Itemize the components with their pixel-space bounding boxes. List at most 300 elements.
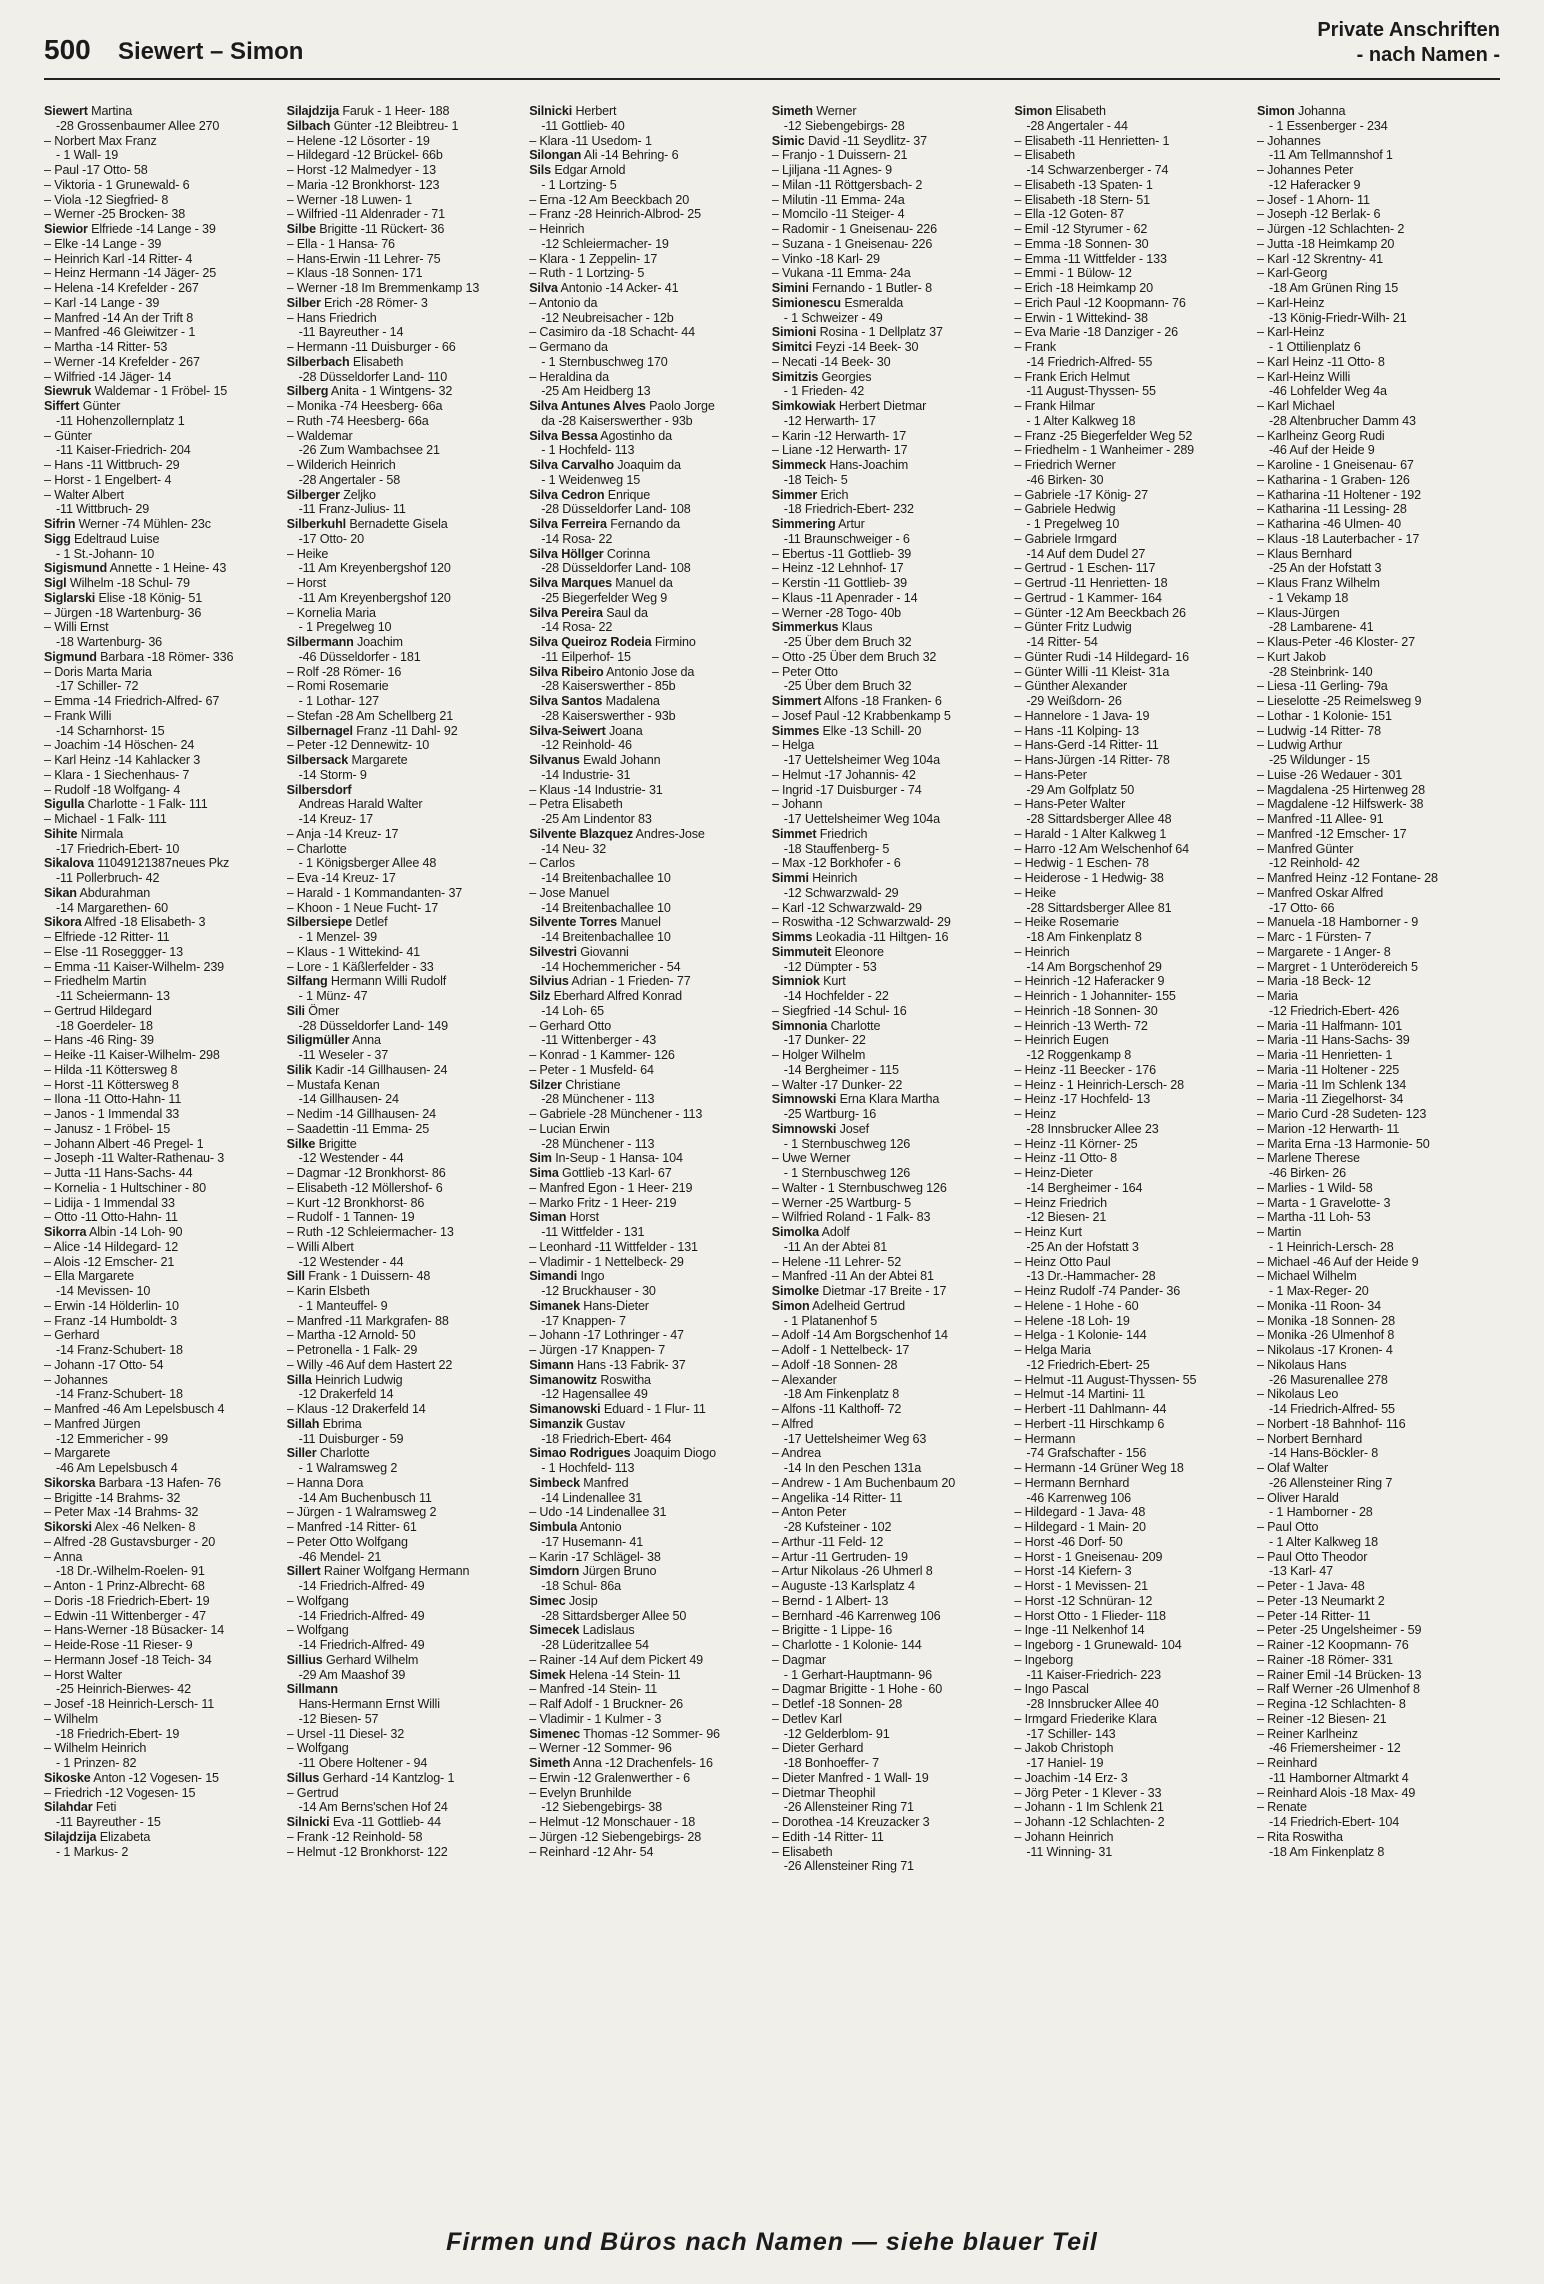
entry-text: – Kurt Jakob xyxy=(1256,649,1326,664)
directory-entry xyxy=(1257,1092,1494,1107)
directory-entry xyxy=(1014,842,1251,857)
entry-text: – Germano da xyxy=(529,340,608,354)
entry-text: -12 Roggenkamp 8 xyxy=(1026,1048,1132,1062)
entry-surname: Simmet xyxy=(771,826,817,841)
directory-entry xyxy=(44,1786,281,1801)
directory-entry xyxy=(287,488,524,503)
entry-surname: Silber xyxy=(286,295,321,310)
directory-entry xyxy=(772,1210,1009,1225)
directory-entry xyxy=(772,1535,1009,1550)
directory-entry xyxy=(529,1048,766,1063)
entry-text: – Manuela -18 Hamborner - 9 xyxy=(1256,915,1419,930)
directory-entry xyxy=(529,1594,766,1609)
directory-entry xyxy=(44,399,281,414)
entry-text: – Klaus -11 Apenrader - 14 xyxy=(771,590,918,605)
directory-entry xyxy=(772,945,1009,960)
entry-text: – Heinz Hermann -14 Jäger- 25 xyxy=(44,266,217,281)
entry-surname: Siligmüller xyxy=(286,1033,350,1048)
entry-text: -14 Friedrich-Alfred- 55 xyxy=(1026,354,1153,369)
directory-entry xyxy=(44,1771,281,1786)
directory-entry xyxy=(44,1579,281,1594)
directory-entry xyxy=(287,414,524,429)
entry-text: -18 Am Finkenplatz 8 xyxy=(1268,1844,1385,1859)
directory-entry xyxy=(1257,856,1494,871)
entry-text: – Friedrich -12 Vogesen- 15 xyxy=(44,1785,196,1800)
entry-text: -11 Pollerbruch- 42 xyxy=(56,871,160,885)
entry-text: – Heinz -12 Lehnhof- 17 xyxy=(771,561,904,576)
entry-text: – Johann Heinrich xyxy=(1014,1829,1114,1844)
entry-text: -11 Kaiser-Friedrich- 223 xyxy=(1026,1667,1161,1682)
directory-entry xyxy=(1014,1741,1251,1756)
entry-text: -18 Am Finkenplatz 8 xyxy=(783,1387,900,1402)
entry-text: – Gertrud xyxy=(286,1785,339,1800)
entry-text: Ewald Johann xyxy=(579,753,661,767)
entry-surname: Silbersack xyxy=(286,753,349,767)
directory-entry xyxy=(1014,1579,1251,1594)
entry-text: – Gertrud - 1 Eschen- 117 xyxy=(1014,561,1156,576)
entry-text: Anna -12 Drachenfels- 16 xyxy=(570,1756,713,1770)
entry-text: – Katharina -11 Holtener - 192 xyxy=(1256,487,1421,502)
directory-entry xyxy=(772,679,1009,694)
directory-column-3 xyxy=(529,104,772,2204)
entry-text: -46 Am Lepelsbusch 4 xyxy=(56,1461,178,1475)
entry-text: -12 Friedrich-Ebert- 25 xyxy=(1026,1357,1150,1372)
directory-entry xyxy=(1014,1033,1251,1048)
entry-text: -14 Bergheimer - 115 xyxy=(783,1062,899,1077)
entry-text: – Jürgen -12 Siebengebirgs- 28 xyxy=(529,1829,702,1844)
directory-entry xyxy=(1014,989,1251,1004)
directory-entry xyxy=(44,1623,281,1638)
directory-entry xyxy=(44,119,281,134)
entry-text: – Günter Rudi -14 Hildegard- 16 xyxy=(1014,649,1189,664)
directory-entry xyxy=(44,1328,281,1343)
entry-text: – Hermann -14 Grüner Weg 18 xyxy=(1014,1461,1184,1475)
entry-text: - 1 Lortzing- 5 xyxy=(541,177,617,192)
directory-entry xyxy=(287,591,524,606)
directory-entry xyxy=(772,1815,1009,1830)
directory-entry xyxy=(529,443,766,458)
entry-text: Edgar Arnold xyxy=(551,163,626,177)
directory-entry xyxy=(44,1166,281,1181)
entry-text: – Werner -25 Brocken- 38 xyxy=(44,207,186,222)
directory-entry xyxy=(44,443,281,458)
directory-entry xyxy=(44,1446,281,1461)
entry-text: – Peter Otto Wolfgang xyxy=(286,1534,408,1549)
directory-entry xyxy=(44,1255,281,1270)
entry-text: – Horst -14 Kiefern- 3 xyxy=(1014,1564,1132,1579)
directory-entry xyxy=(1014,1830,1251,1845)
directory-entry xyxy=(772,502,1009,517)
entry-text: – Charlotte - 1 Kolonie- 144 xyxy=(771,1638,922,1652)
entry-text: – Ursel -11 Diesel- 32 xyxy=(286,1726,405,1741)
entry-text: – Regina -12 Schlachten- 8 xyxy=(1256,1697,1406,1711)
entry-surname: Simmer xyxy=(771,487,818,502)
directory-entry xyxy=(44,989,281,1004)
entry-surname: Simanek xyxy=(529,1298,580,1313)
entry-text: Joaquim Diogo xyxy=(630,1446,716,1461)
entry-surname: Sikora xyxy=(44,915,82,930)
entry-text: Horst xyxy=(566,1210,599,1225)
entry-text: – Peter Max -14 Brahms- 32 xyxy=(44,1505,199,1520)
directory-entry xyxy=(1014,1491,1251,1506)
directory-entry xyxy=(44,679,281,694)
entry-text: -14 Hochfelder - 22 xyxy=(783,989,889,1003)
directory-entry xyxy=(44,193,281,208)
entry-surname: Silvente Blazquez xyxy=(529,826,634,841)
directory-entry xyxy=(1014,1373,1251,1388)
entry-text: -17 Haniel- 19 xyxy=(1026,1756,1104,1770)
directory-entry xyxy=(772,399,1009,414)
entry-text: - 1 Gerhart-Hauptmann- 96 xyxy=(783,1667,932,1682)
entry-text: – Petronella - 1 Falk- 29 xyxy=(286,1343,418,1357)
entry-text: -25 An der Hofstatt 3 xyxy=(1268,561,1382,576)
directory-entry xyxy=(1257,1166,1494,1181)
directory-entry xyxy=(44,812,281,827)
directory-entry xyxy=(529,694,766,709)
entry-text: – Waldemar xyxy=(286,428,353,443)
entry-text: – Elisabeth -11 Henrietten- 1 xyxy=(1014,133,1170,148)
entry-text: -11 Wittbruch- 29 xyxy=(56,502,150,517)
directory-entry xyxy=(1257,842,1494,857)
directory-entry xyxy=(772,1432,1009,1447)
directory-entry xyxy=(1257,1741,1494,1756)
entry-text: – Martha -14 Ritter- 53 xyxy=(44,340,168,354)
directory-entry xyxy=(772,724,1009,739)
directory-entry xyxy=(1257,1461,1494,1476)
directory-entry xyxy=(1014,1432,1251,1447)
entry-text: – Erna -12 Am Beeckbach 20 xyxy=(529,192,690,207)
directory-entry xyxy=(287,1033,524,1048)
directory-entry xyxy=(287,370,524,385)
entry-text: – Hildegard - 1 Main- 20 xyxy=(1014,1520,1146,1534)
directory-entry xyxy=(529,325,766,340)
entry-surname: Silva Marques xyxy=(529,576,612,590)
directory-entry xyxy=(529,974,766,989)
directory-entry xyxy=(529,1181,766,1196)
entry-text: – Norbert Bernhard xyxy=(1256,1431,1363,1446)
entry-text: Bernadette Gisela xyxy=(345,517,448,531)
entry-text: – Manfred -11 Markgrafen- 88 xyxy=(286,1313,449,1328)
entry-text: – Vladimir - 1 Kulmer - 3 xyxy=(529,1711,662,1726)
entry-text: – Franz -14 Humboldt- 3 xyxy=(44,1313,178,1328)
entry-text: – Momcilo -11 Steiger- 4 xyxy=(771,207,905,222)
entry-text: – Eva -14 Kreuz- 17 xyxy=(286,871,396,885)
entry-text: – Werner -18 Im Bremmenkamp 13 xyxy=(286,281,480,295)
directory-entry xyxy=(44,945,281,960)
directory-entry xyxy=(529,1800,766,1815)
directory-entry xyxy=(529,1550,766,1565)
directory-entry xyxy=(44,783,281,798)
entry-text: – Angelika -14 Ritter- 11 xyxy=(771,1490,903,1505)
entry-text: – Klaus -12 Drakerfeld 14 xyxy=(286,1402,426,1416)
entry-surname: Simnowski xyxy=(771,1121,837,1136)
directory-entry xyxy=(287,1461,524,1476)
directory-entry xyxy=(1014,1727,1251,1742)
directory-entry xyxy=(1014,325,1251,340)
directory-entry xyxy=(1014,1564,1251,1579)
directory-entry xyxy=(287,1078,524,1093)
page-number: 500 xyxy=(44,34,91,65)
entry-text: -29 Weißdorn- 26 xyxy=(1026,694,1122,708)
entry-text: – Manfred -14 Ritter- 61 xyxy=(286,1520,417,1534)
section-title xyxy=(1317,18,1500,68)
directory-entry xyxy=(287,1697,524,1712)
directory-entry xyxy=(44,488,281,503)
entry-surname: Silva Antunes Alves xyxy=(529,399,646,413)
entry-text: -11 Braunschweiger - 6 xyxy=(783,531,910,546)
directory-entry xyxy=(1014,207,1251,222)
entry-text: – Rainer -12 Koopmann- 76 xyxy=(1256,1638,1409,1652)
entry-text: – Dieter Gerhard xyxy=(771,1741,864,1756)
entry-text: – Hanna Dora xyxy=(286,1475,364,1490)
directory-entry xyxy=(1014,871,1251,886)
directory-entry xyxy=(287,812,524,827)
directory-entry xyxy=(44,1402,281,1417)
directory-entry xyxy=(1014,1284,1251,1299)
directory-entry xyxy=(772,1668,1009,1683)
entry-text: – Heinz xyxy=(1014,1107,1057,1121)
entry-text: – Helene - 1 Hohe - 60 xyxy=(1014,1298,1139,1313)
entry-text: – Maria -11 Ziegelhorst- 34 xyxy=(1256,1092,1404,1107)
entry-text: – Bernhard -46 Karrenweg 106 xyxy=(771,1608,941,1623)
entry-text: – Willi Albert xyxy=(286,1239,354,1254)
entry-text: -28 Münchener - 113 xyxy=(541,1092,655,1107)
entry-text: – Wilderich Heinrich xyxy=(286,458,396,472)
directory-entry xyxy=(44,104,281,119)
entry-text: Martina xyxy=(87,104,133,118)
entry-text: - 1 Hamborner - 28 xyxy=(1268,1505,1373,1520)
entry-text: – Elisabeth xyxy=(1014,148,1076,163)
directory-entry xyxy=(772,1756,1009,1771)
directory-entry xyxy=(1257,606,1494,621)
directory-entry xyxy=(1257,974,1494,989)
directory-entry xyxy=(1014,1682,1251,1697)
entry-text: – Ralf Adolf - 1 Bruckner- 26 xyxy=(529,1697,684,1711)
entry-text: -11 Eilperhof- 15 xyxy=(541,649,631,664)
directory-entry xyxy=(1257,989,1494,1004)
entry-text: – Klaus -14 Industrie- 31 xyxy=(529,782,663,797)
directory-entry xyxy=(44,974,281,989)
entry-text: -18 Dr.-Wilhelm-Roelen- 91 xyxy=(56,1564,205,1579)
directory-entry xyxy=(287,1122,524,1137)
directory-entry xyxy=(44,886,281,901)
directory-entry xyxy=(44,222,281,237)
entry-text: - 1 Sternbuschweg 170 xyxy=(541,354,668,369)
directory-entry xyxy=(287,1402,524,1417)
entry-text: Gerhard Wilhelm xyxy=(322,1652,419,1667)
entry-text: -18 Am Grünen Ring 15 xyxy=(1268,281,1399,295)
entry-text: -12 Friedrich-Ebert- 426 xyxy=(1268,1003,1400,1018)
entry-text: – Karin -12 Herwarth- 17 xyxy=(771,428,907,443)
directory-entry xyxy=(529,1210,766,1225)
entry-text: Friedrich xyxy=(816,826,868,841)
entry-text: – Maria -11 Hans-Sachs- 39 xyxy=(1256,1033,1410,1048)
entry-text: – Erwin -12 Gralenwerther - 6 xyxy=(529,1770,691,1785)
directory-entry xyxy=(772,1063,1009,1078)
entry-text: – Klaus Franz Wilhelm xyxy=(1256,576,1380,590)
directory-entry xyxy=(1257,325,1494,340)
directory-entry xyxy=(44,1564,281,1579)
directory-entry xyxy=(529,650,766,665)
directory-entry xyxy=(287,1063,524,1078)
directory-entry xyxy=(1257,1520,1494,1535)
entry-text: - 1 Vekamp 18 xyxy=(1268,590,1349,605)
entry-text: -14 Ritter- 54 xyxy=(1026,635,1098,649)
directory-entry xyxy=(287,517,524,532)
entry-text: – Heinz -11 Otto- 8 xyxy=(1014,1151,1117,1166)
directory-entry xyxy=(44,1461,281,1476)
entry-text: -12 Biesen- 21 xyxy=(1026,1210,1107,1225)
directory-entry xyxy=(287,1550,524,1565)
entry-text: – Heinz Rudolf -74 Pander- 36 xyxy=(1014,1284,1181,1298)
directory-entry xyxy=(772,1505,1009,1520)
directory-entry xyxy=(529,458,766,473)
entry-text: Eleonore xyxy=(831,944,884,959)
entry-surname: Silbe xyxy=(286,222,316,236)
directory-entry xyxy=(1257,1328,1494,1343)
directory-entry xyxy=(529,266,766,281)
entry-text: Jürgen Bruno xyxy=(579,1564,657,1579)
entry-text: – Wilfried -14 Jäger- 14 xyxy=(44,369,172,384)
entry-text: – Werner -12 Sommer- 96 xyxy=(529,1741,672,1756)
entry-text: Fernando da xyxy=(606,517,681,531)
entry-text: – Margret - 1 Unterödereich 5 xyxy=(1256,959,1418,974)
entry-text: – Hedwig - 1 Eschen- 78 xyxy=(1014,856,1149,871)
entry-text: – Emil -12 Styrumer - 62 xyxy=(1014,222,1148,236)
directory-entry xyxy=(529,827,766,842)
entry-text: – Frank -12 Reinhold- 58 xyxy=(286,1829,423,1844)
entry-text: – Leonhard -11 Wittfelder - 131 xyxy=(529,1239,698,1254)
entry-surname: Simmerkus xyxy=(771,620,839,635)
entry-text: - 1 Hochfeld- 113 xyxy=(541,443,635,458)
directory-entry xyxy=(287,1004,524,1019)
directory-entry xyxy=(1257,1402,1494,1417)
directory-entry xyxy=(44,665,281,680)
entry-text: -26 Masurenallee 278 xyxy=(1268,1372,1388,1387)
directory-entry xyxy=(1257,340,1494,355)
directory-entry xyxy=(529,1122,766,1137)
entry-text: -25 Am Lindentor 83 xyxy=(541,812,652,826)
entry-text: Erna Klara Martha xyxy=(836,1092,940,1107)
directory-entry xyxy=(1257,797,1494,812)
entry-text: – Johann Albert -46 Pregel- 1 xyxy=(44,1136,204,1151)
directory-entry xyxy=(772,915,1009,930)
entry-text: Antonio Jose da xyxy=(603,664,695,679)
directory-entry xyxy=(287,148,524,163)
directory-entry xyxy=(1014,1550,1251,1565)
directory-entry xyxy=(1014,355,1251,370)
directory-entry xyxy=(1014,915,1251,930)
entry-surname: Siffert xyxy=(44,399,80,413)
entry-text: -18 Teich- 5 xyxy=(783,472,848,487)
entry-text: – Wolfgang xyxy=(286,1741,349,1756)
directory-entry xyxy=(529,148,766,163)
directory-entry xyxy=(1257,1387,1494,1402)
entry-surname: Simon xyxy=(1014,104,1053,118)
directory-entry xyxy=(287,1505,524,1520)
directory-entry xyxy=(1257,1343,1494,1358)
directory-entry xyxy=(529,1166,766,1181)
entry-text: – Mustafa Kenan xyxy=(286,1077,380,1092)
directory-entry xyxy=(44,1240,281,1255)
directory-entry xyxy=(287,960,524,975)
entry-text: – Holger Wilhelm xyxy=(771,1048,866,1062)
entry-text: – Otto -11 Otto-Hahn- 11 xyxy=(44,1210,178,1225)
directory-entry xyxy=(44,1314,281,1329)
entry-surname: Simolke xyxy=(771,1284,820,1298)
entry-surname: Sikorra xyxy=(44,1225,87,1239)
directory-entry xyxy=(287,945,524,960)
directory-entry xyxy=(1257,1800,1494,1815)
entry-surname: Simmuteit xyxy=(771,944,832,959)
directory-entry xyxy=(44,1107,281,1122)
entry-text: – Dagmar Brigitte - 1 Hohe - 60 xyxy=(771,1682,943,1697)
directory-entry xyxy=(529,856,766,871)
entry-text: – Gertrud Hildegard xyxy=(44,1003,152,1018)
directory-entry xyxy=(1257,1314,1494,1329)
directory-entry xyxy=(1257,930,1494,945)
directory-entry xyxy=(772,355,1009,370)
entry-text: - 1 Ottilienplatz 6 xyxy=(1268,340,1361,354)
directory-entry xyxy=(772,252,1009,267)
entry-text: – Alfred xyxy=(771,1416,814,1431)
directory-entry xyxy=(287,502,524,517)
directory-entry xyxy=(44,281,281,296)
directory-entry xyxy=(44,591,281,606)
directory-entry xyxy=(1257,1505,1494,1520)
entry-text: – Romi Rosemarie xyxy=(286,679,389,694)
entry-text: - 1 Sternbuschweg 126 xyxy=(783,1136,911,1151)
directory-entry xyxy=(772,1019,1009,1034)
directory-entry xyxy=(1014,1181,1251,1196)
entry-text: – Stefan -28 Am Schellberg 21 xyxy=(286,708,454,723)
directory-entry xyxy=(287,252,524,267)
entry-text: – Ludwig Arthur xyxy=(1256,738,1343,753)
entry-text: -14 Franz-Schubert- 18 xyxy=(56,1343,183,1357)
entry-text: – Josef -18 Heinrich-Lersch- 11 xyxy=(44,1697,215,1711)
entry-surname: Simanowitz xyxy=(529,1372,597,1387)
directory-entry xyxy=(529,502,766,517)
entry-surname: Silbernagel xyxy=(286,723,353,738)
entry-text: David -11 Seydlitz- 37 xyxy=(804,133,927,148)
entry-text: - 1 Max-Reger- 20 xyxy=(1268,1284,1369,1298)
entry-surname: Sillius xyxy=(286,1652,323,1667)
directory-entry xyxy=(44,724,281,739)
entry-text: – Horst - 1 Engelbert- 4 xyxy=(44,472,172,487)
directory-entry xyxy=(44,1594,281,1609)
entry-text: -25 Biegerfelder Weg 9 xyxy=(541,590,668,605)
entry-text: Ali -14 Behring- 6 xyxy=(581,148,679,163)
entry-text: – Karl Michael xyxy=(1256,399,1335,413)
directory-entry xyxy=(287,1845,524,1860)
entry-surname: Sigl xyxy=(44,576,67,590)
directory-entry xyxy=(287,1564,524,1579)
entry-text: Esmeralda xyxy=(840,295,904,310)
directory-entry xyxy=(1257,1535,1494,1550)
directory-entry xyxy=(1014,1756,1251,1771)
entry-text: – Walter -17 Dunker- 22 xyxy=(771,1077,903,1092)
directory-entry xyxy=(529,797,766,812)
directory-entry xyxy=(1014,148,1251,163)
directory-entry xyxy=(1257,886,1494,901)
directory-entry xyxy=(529,606,766,621)
directory-entry xyxy=(44,901,281,916)
directory-entry xyxy=(287,384,524,399)
directory-entry xyxy=(44,178,281,193)
directory-entry xyxy=(44,1668,281,1683)
entry-text: -14 Hochemmericher - 54 xyxy=(541,959,681,974)
directory-entry xyxy=(1257,915,1494,930)
